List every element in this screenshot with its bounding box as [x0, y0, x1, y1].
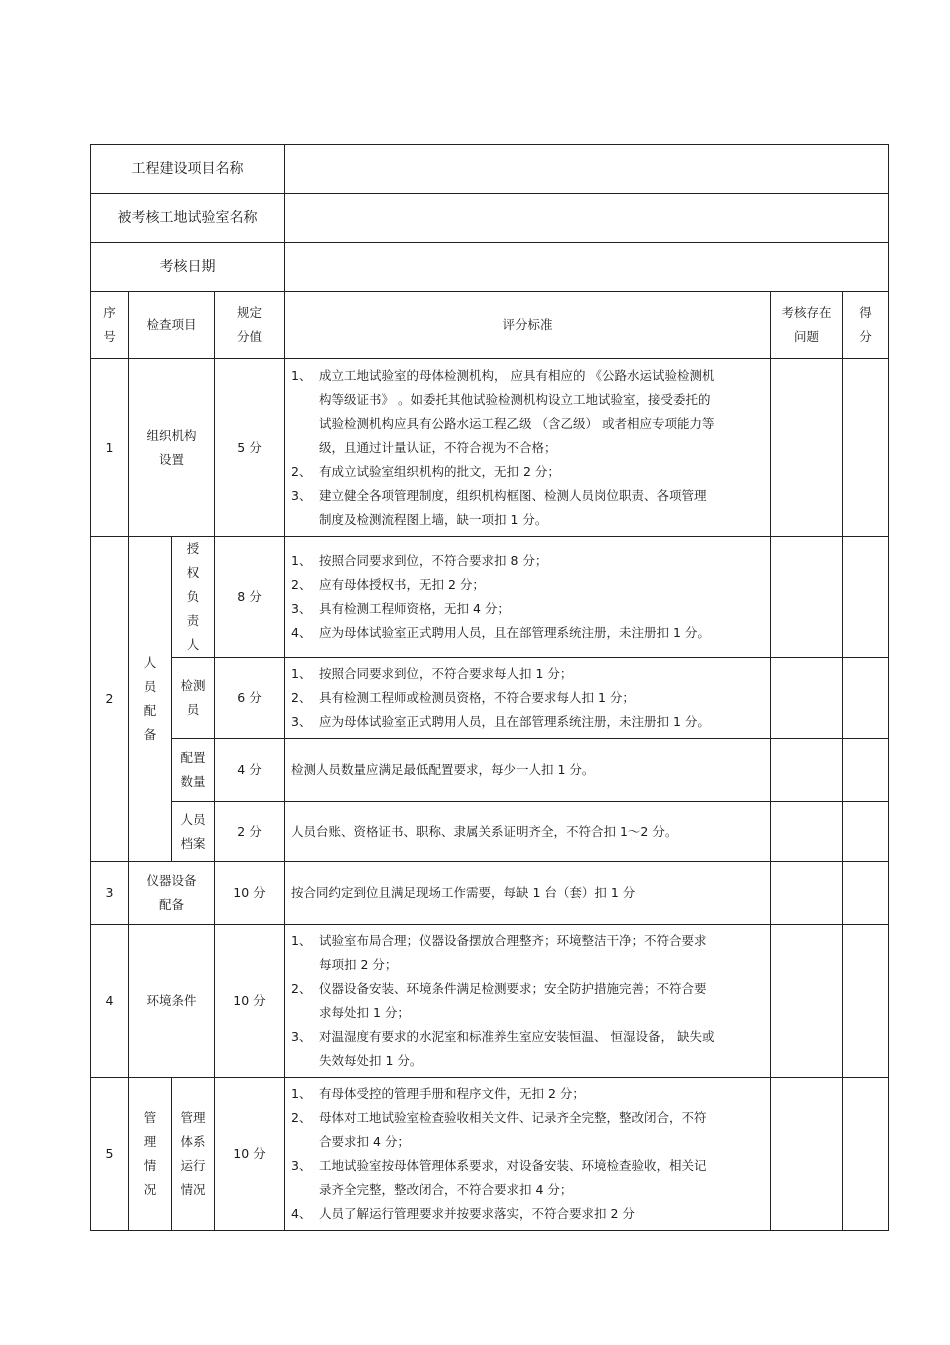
- row-got-cell[interactable]: [843, 925, 889, 1078]
- col-criteria: 评分标准: [285, 292, 771, 359]
- row-issues-cell[interactable]: [771, 1078, 843, 1231]
- row-subitem: 配置数量: [172, 739, 215, 802]
- col-got: 得分: [843, 292, 889, 359]
- table-row: [91, 1078, 889, 1231]
- column-header-row: [91, 292, 889, 359]
- row-score: 2 分: [215, 802, 285, 862]
- row-score: 8 分: [215, 537, 285, 658]
- row-subitem: 检测员: [172, 658, 215, 739]
- table-row: [91, 925, 889, 1078]
- row-seq: 1: [91, 359, 129, 537]
- row-subitem: 人员档案: [172, 802, 215, 862]
- row-got-cell[interactable]: [843, 739, 889, 802]
- assessment-date-value[interactable]: [285, 243, 889, 292]
- row-issues-cell[interactable]: [771, 739, 843, 802]
- row-got-cell[interactable]: [843, 658, 889, 739]
- row-item: 环境条件: [129, 925, 215, 1078]
- row-score: 5 分: [215, 359, 285, 537]
- row-seq: 2: [91, 537, 129, 862]
- project-name-label: 工程建设项目名称: [91, 145, 285, 194]
- table-row: [91, 862, 889, 925]
- row-got-cell[interactable]: [843, 802, 889, 862]
- row-score: 6 分: [215, 658, 285, 739]
- row-got-cell[interactable]: [843, 862, 889, 925]
- row-got-cell[interactable]: [843, 1078, 889, 1231]
- lab-name-value[interactable]: [285, 194, 889, 243]
- row-got-cell[interactable]: [843, 537, 889, 658]
- row-issues-cell[interactable]: [771, 359, 843, 537]
- row-issues-cell[interactable]: [771, 802, 843, 862]
- lab-name-label: 被考核工地试验室名称: [91, 194, 285, 243]
- row-group: 管理情况: [129, 1078, 172, 1231]
- col-issues: 考核存在问题: [771, 292, 843, 359]
- table-row: [91, 537, 889, 658]
- row-score: 10 分: [215, 862, 285, 925]
- assessment-form-table: [90, 144, 889, 1231]
- col-seq: 序号: [91, 292, 129, 359]
- table-row: [91, 658, 889, 739]
- row-score: 10 分: [215, 1078, 285, 1231]
- row-issues-cell[interactable]: [771, 925, 843, 1078]
- row-seq: 4: [91, 925, 129, 1078]
- lab-name-row: [91, 194, 889, 243]
- row-criteria: 人员台账、资格证书、职称、隶属关系证明齐全，不符合扣 1～2 分。: [285, 802, 771, 862]
- row-criteria: 1、 按照合同要求到位，不符合要求扣 8 分； 2、 应有母体授权书，无扣 2 分； 3、 具有检测工程师资格，无扣 4 分； 4、 应为母体试验室正式聘用人员，且在部管理系统注册，未注册扣 1 分。: [285, 537, 771, 658]
- col-score: 规定分值: [215, 292, 285, 359]
- table-row: [91, 802, 889, 862]
- row-seq: 5: [91, 1078, 129, 1231]
- row-criteria: 检测人员数量应满足最低配置要求，每少一人扣 1 分。: [285, 739, 771, 802]
- row-criteria: 1、 试验室布局合理；仪器设备摆放合理整齐；环境整洁干净；不符合要求 每项扣 2 分； 2、 仪器设备安装、环境条件满足检测要求；安全防护措施完善；不符合要 求每处扣 1 分； 3、 对温湿度有要求的水泥室和标准养生室应安装恒温、 恒湿设备， 缺失或 失效每处扣 1 分。: [285, 925, 771, 1078]
- row-subitem: 授权负责人: [172, 537, 215, 658]
- table-row: [91, 739, 889, 802]
- row-item: 仪器设备配备: [129, 862, 215, 925]
- row-score: 4 分: [215, 739, 285, 802]
- row-seq: 3: [91, 862, 129, 925]
- row-group: 人员配备: [129, 537, 172, 862]
- col-item: 检查项目: [129, 292, 215, 359]
- table-row: [91, 359, 889, 537]
- project-name-row: [91, 145, 889, 194]
- row-item: 组织机构设置: [129, 359, 215, 537]
- row-score: 10 分: [215, 925, 285, 1078]
- row-issues-cell[interactable]: [771, 537, 843, 658]
- row-criteria: 1、 成立工地试验室的母体检测机构， 应具有相应的 《公路水运试验检测机 构等级证书》 。如委托其他试验检测机构设立工地试验室，接受委托的 试验检测机构应具有公路水运工程乙级 （含乙级） 或者相应专项能力等 级，且通过计量认证，不符合视为不合格； 2、 有成立试验室组织机构的批文，无扣 2 分； 3、 建立健全各项管理制度，组织机构框图、检测人员岗位职责、各项管理 制度及检测流程图上墙，缺一项扣 1 分。: [285, 359, 771, 537]
- row-issues-cell[interactable]: [771, 658, 843, 739]
- assessment-date-row: [91, 243, 889, 292]
- row-criteria: 按合同约定到位且满足现场工作需要，每缺 1 台（套）扣 1 分: [285, 862, 771, 925]
- row-criteria: 1、 按照合同要求到位，不符合要求每人扣 1 分； 2、 具有检测工程师或检测员资格，不符合要求每人扣 1 分； 3、 应为母体试验室正式聘用人员，且在部管理系统注册，未注册扣 1 分。: [285, 658, 771, 739]
- project-name-value[interactable]: [285, 145, 889, 194]
- row-issues-cell[interactable]: [771, 862, 843, 925]
- assessment-date-label: 考核日期: [91, 243, 285, 292]
- row-criteria: 1、 有母体受控的管理手册和程序文件，无扣 2 分； 2、 母体对工地试验室检查验收相关文件、记录齐全完整，整改闭合，不符 合要求扣 4 分； 3、 工地试验室按母体管理体系要求，对设备安装、环境检查验收，相关记 录齐全完整，整改闭合，不符合要求扣 4 分； 4、 人员了解运行管理要求并按要求落实，不符合要求扣 2 分: [285, 1078, 771, 1231]
- row-got-cell[interactable]: [843, 359, 889, 537]
- row-subitem: 管理体系运行情况: [172, 1078, 215, 1231]
